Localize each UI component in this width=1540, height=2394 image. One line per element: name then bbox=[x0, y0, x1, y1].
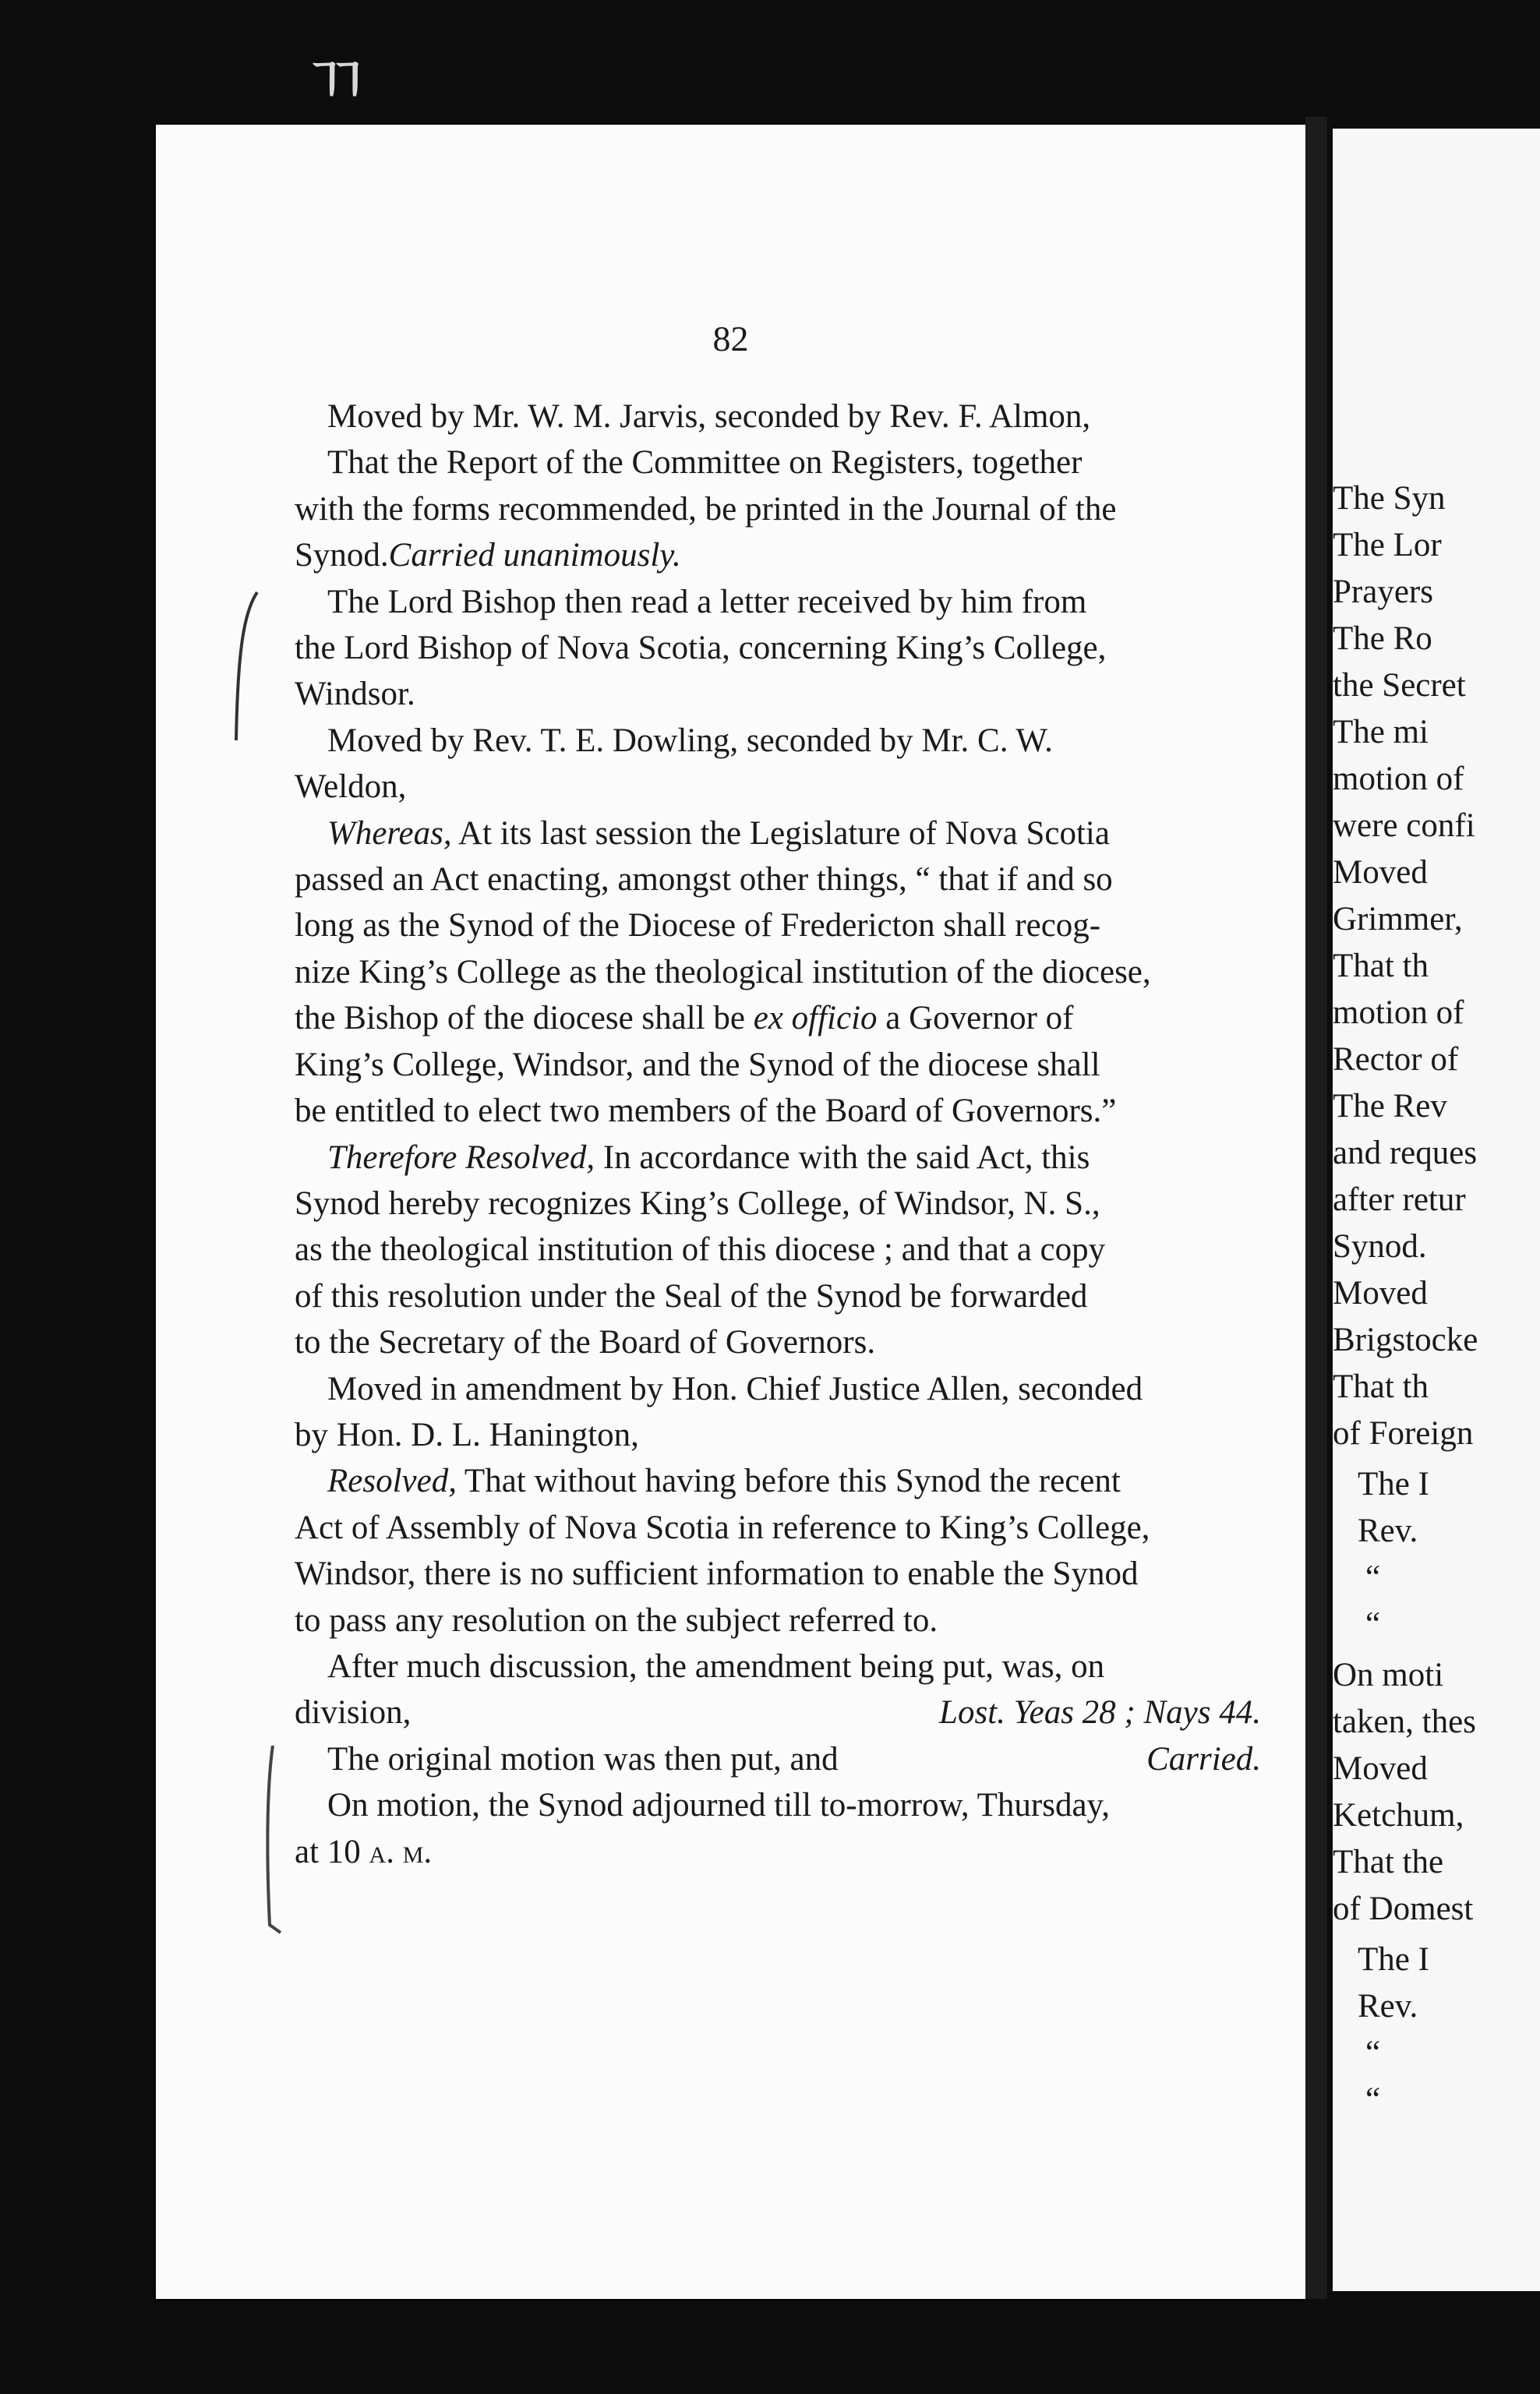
text-run: as the theological institution of this diocese ; and that a copy bbox=[295, 1231, 1106, 1269]
margin-bracket-mark bbox=[265, 1742, 288, 1937]
result-note: Carried unanimously. bbox=[388, 537, 681, 574]
right-page-line: Moved bbox=[1333, 854, 1428, 891]
book-gutter bbox=[1305, 117, 1327, 2299]
text-line-main bbox=[295, 764, 406, 810]
text-line-main bbox=[295, 1505, 1150, 1551]
text-run: at 10 bbox=[295, 1833, 369, 1870]
text-line bbox=[295, 1782, 1261, 1828]
right-page-line: “ bbox=[1365, 1606, 1381, 1643]
text-run: After much discussion, the amendment being put, was, on bbox=[327, 1647, 1105, 1685]
right-page-line: Rev. bbox=[1358, 1988, 1418, 2025]
right-page-line: of Foreign bbox=[1333, 1415, 1474, 1452]
text-line-main bbox=[327, 1366, 1143, 1412]
text-line bbox=[295, 1273, 1261, 1319]
result-note: Carried. bbox=[1146, 1740, 1261, 1778]
text-line bbox=[295, 625, 1261, 671]
text-line bbox=[295, 440, 1261, 486]
right-page-line: motion of bbox=[1333, 994, 1464, 1031]
text-run: passed an Act enacting, amongst other things, “ that if and so bbox=[295, 861, 1113, 899]
right-page-line: of Domest bbox=[1333, 1891, 1474, 1927]
text-line-main bbox=[327, 579, 1086, 625]
text-line-main bbox=[295, 1412, 639, 1458]
text-line bbox=[295, 1690, 1261, 1735]
right-page-line: That the bbox=[1333, 1844, 1444, 1880]
text-line-main bbox=[295, 949, 1151, 995]
text-run: King’s College, Windsor, and the Synod of the diocese shall bbox=[295, 1046, 1100, 1083]
text-run: Act of Assembly of Nova Scotia in reference to King’s College, bbox=[295, 1509, 1150, 1546]
text-line-main bbox=[295, 1690, 411, 1735]
right-page-line: The I bbox=[1358, 1466, 1429, 1502]
text-run: nize King’s College as the theological institution of the diocese, bbox=[295, 953, 1151, 990]
page-body-text bbox=[295, 394, 1261, 1875]
text-run: a Governor of bbox=[877, 1000, 1074, 1037]
text-line bbox=[295, 1598, 1261, 1644]
text-run: At its last session the Legislature of Nova Scotia bbox=[451, 814, 1110, 852]
handwritten-mark: ㄲ bbox=[302, 40, 370, 122]
right-page-line: after retur bbox=[1333, 1181, 1466, 1218]
right-page-line: The I bbox=[1358, 1941, 1429, 1978]
text-line bbox=[295, 949, 1261, 995]
left-page bbox=[156, 125, 1305, 2299]
text-run: of this resolution under the Seal of the Synod be forwarded bbox=[295, 1277, 1088, 1315]
text-line bbox=[295, 1135, 1261, 1181]
right-page-line: Moved bbox=[1333, 1275, 1428, 1312]
text-run: Moved by Rev. T. E. Dowling, seconded by Mr. C. W. bbox=[327, 722, 1053, 759]
text-line bbox=[295, 1088, 1261, 1134]
result-note: Lost. Yeas 28 ; Nays 44. bbox=[939, 1694, 1261, 1732]
text-line-main bbox=[327, 394, 1090, 440]
text-run: Moved in amendment by Hon. Chief Justice Allen, seconded bbox=[327, 1370, 1143, 1407]
text-line bbox=[295, 1736, 1261, 1782]
text-line-main bbox=[327, 440, 1082, 486]
text-run: That without having before this Synod the recent bbox=[456, 1463, 1121, 1500]
right-page-line: Ketchum, bbox=[1333, 1797, 1464, 1834]
text-line bbox=[295, 1319, 1261, 1365]
text-run: Synod. bbox=[295, 537, 389, 574]
italic-term: ex officio bbox=[753, 1000, 878, 1037]
text-run: be entitled to elect two members of the Board of Governors.” bbox=[295, 1093, 1117, 1130]
italic-term: Therefore Resolved, bbox=[327, 1139, 595, 1176]
text-line bbox=[295, 764, 1261, 810]
text-run: Synod hereby recognizes King’s College, of Windsor, N. S., bbox=[295, 1185, 1100, 1222]
text-run: to pass any resolution on the subject referred to. bbox=[295, 1601, 938, 1639]
right-page-line: Rev. bbox=[1358, 1513, 1418, 1549]
text-line-main bbox=[295, 625, 1106, 671]
right-page-line: Rector of bbox=[1333, 1041, 1459, 1078]
text-line-main bbox=[295, 1598, 938, 1644]
text-run: The Lord Bishop then read a letter received by him from bbox=[327, 583, 1087, 620]
text-line-main bbox=[295, 1181, 1100, 1227]
text-run: The original motion was then put, and bbox=[327, 1740, 839, 1778]
time-abbrev: a. m. bbox=[369, 1833, 433, 1870]
text-line bbox=[295, 1551, 1261, 1597]
margin-pencil-mark bbox=[230, 588, 261, 744]
text-line bbox=[295, 995, 1261, 1041]
text-line bbox=[295, 1458, 1261, 1504]
text-line bbox=[295, 1042, 1261, 1088]
text-run: the Bishop of the diocese shall be bbox=[295, 1000, 754, 1037]
text-line-main bbox=[327, 810, 1110, 856]
text-line-main bbox=[295, 995, 1073, 1041]
right-page-line: “ bbox=[1365, 2035, 1381, 2071]
text-run: On motion, the Synod adjourned till to-morrow, Thursday, bbox=[327, 1787, 1111, 1824]
right-page-line: were confi bbox=[1333, 807, 1475, 844]
text-line-main bbox=[295, 902, 1100, 948]
right-page-line: motion of bbox=[1333, 761, 1464, 797]
text-line-main bbox=[327, 1782, 1110, 1828]
text-line bbox=[295, 902, 1261, 948]
text-line bbox=[295, 532, 1261, 578]
text-line-main bbox=[295, 1088, 1116, 1134]
text-line bbox=[295, 856, 1261, 902]
text-line-main bbox=[295, 1273, 1087, 1319]
text-run: to the Secretary of the Board of Governors. bbox=[295, 1324, 876, 1361]
text-line bbox=[295, 486, 1261, 532]
text-run: the Lord Bishop of Nova Scotia, concerning King’s College, bbox=[295, 630, 1107, 667]
text-run: with the forms recommended, be printed in the Journal of the bbox=[295, 490, 1117, 528]
text-line bbox=[295, 1644, 1261, 1690]
text-line-main bbox=[327, 718, 1053, 764]
text-line-main bbox=[295, 1042, 1100, 1088]
text-line bbox=[295, 1181, 1261, 1227]
text-line-main bbox=[327, 1644, 1104, 1690]
right-page-line: taken, thes bbox=[1333, 1704, 1476, 1740]
text-line-main bbox=[295, 1829, 432, 1875]
text-line-main bbox=[327, 1458, 1121, 1504]
right-page-line: Synod. bbox=[1333, 1228, 1427, 1265]
right-page-line: and reques bbox=[1333, 1135, 1478, 1171]
text-line bbox=[295, 810, 1261, 856]
italic-term: Whereas, bbox=[327, 814, 452, 852]
text-line-main bbox=[327, 1135, 1090, 1181]
right-page-line: The Ro bbox=[1333, 620, 1432, 657]
text-line bbox=[295, 1227, 1261, 1273]
right-page-line: Prayers bbox=[1333, 574, 1433, 610]
text-line-main bbox=[295, 1551, 1138, 1597]
text-line bbox=[295, 1412, 1261, 1458]
text-run: Moved by Mr. W. M. Jarvis, seconded by Rev. F. Almon, bbox=[327, 398, 1091, 435]
text-run: Windsor. bbox=[295, 676, 415, 713]
text-line-main bbox=[295, 856, 1113, 902]
right-page-line: Brigstocke bbox=[1333, 1322, 1478, 1358]
right-page-line: The Lor bbox=[1333, 527, 1442, 563]
text-line-main bbox=[295, 671, 415, 717]
right-page bbox=[1333, 129, 1540, 2291]
text-line bbox=[295, 1505, 1261, 1551]
italic-term: Resolved, bbox=[327, 1463, 457, 1500]
right-page-line: “ bbox=[1365, 2082, 1381, 2118]
text-run: long as the Synod of the Diocese of Fredericton shall recog- bbox=[295, 907, 1101, 945]
right-page-line: Grimmer, bbox=[1333, 901, 1463, 937]
text-run: That the Report of the Committee on Registers, together bbox=[327, 444, 1083, 482]
right-page-line: Moved bbox=[1333, 1750, 1428, 1787]
text-line-main bbox=[295, 532, 389, 578]
text-run: by Hon. D. L. Hanington, bbox=[295, 1416, 639, 1453]
right-page-line: The Syn bbox=[1333, 480, 1446, 517]
right-page-line: The mi bbox=[1333, 714, 1429, 750]
text-run: Weldon, bbox=[295, 768, 407, 806]
text-run: division, bbox=[295, 1694, 411, 1732]
right-page-line: The Rev bbox=[1333, 1088, 1447, 1125]
text-line bbox=[295, 718, 1261, 764]
right-page-line: That th bbox=[1333, 948, 1429, 984]
text-run: In accordance with the said Act, this bbox=[595, 1139, 1090, 1176]
right-page-line: That th bbox=[1333, 1368, 1429, 1405]
text-line bbox=[295, 671, 1261, 717]
right-page-line: “ bbox=[1365, 1559, 1381, 1596]
page-number: 82 bbox=[712, 319, 749, 358]
text-line-main bbox=[295, 1227, 1105, 1273]
text-line bbox=[295, 394, 1261, 440]
text-line bbox=[295, 579, 1261, 625]
text-line-main bbox=[295, 486, 1116, 532]
text-line-main bbox=[327, 1736, 839, 1782]
text-line bbox=[295, 1366, 1261, 1412]
text-line bbox=[295, 1829, 1261, 1875]
right-page-line: the Secret bbox=[1333, 667, 1466, 704]
text-run: Windsor, there is no sufficient information to enable the Synod bbox=[295, 1555, 1139, 1593]
right-page-line: On moti bbox=[1333, 1657, 1444, 1693]
text-line-main bbox=[295, 1319, 875, 1365]
